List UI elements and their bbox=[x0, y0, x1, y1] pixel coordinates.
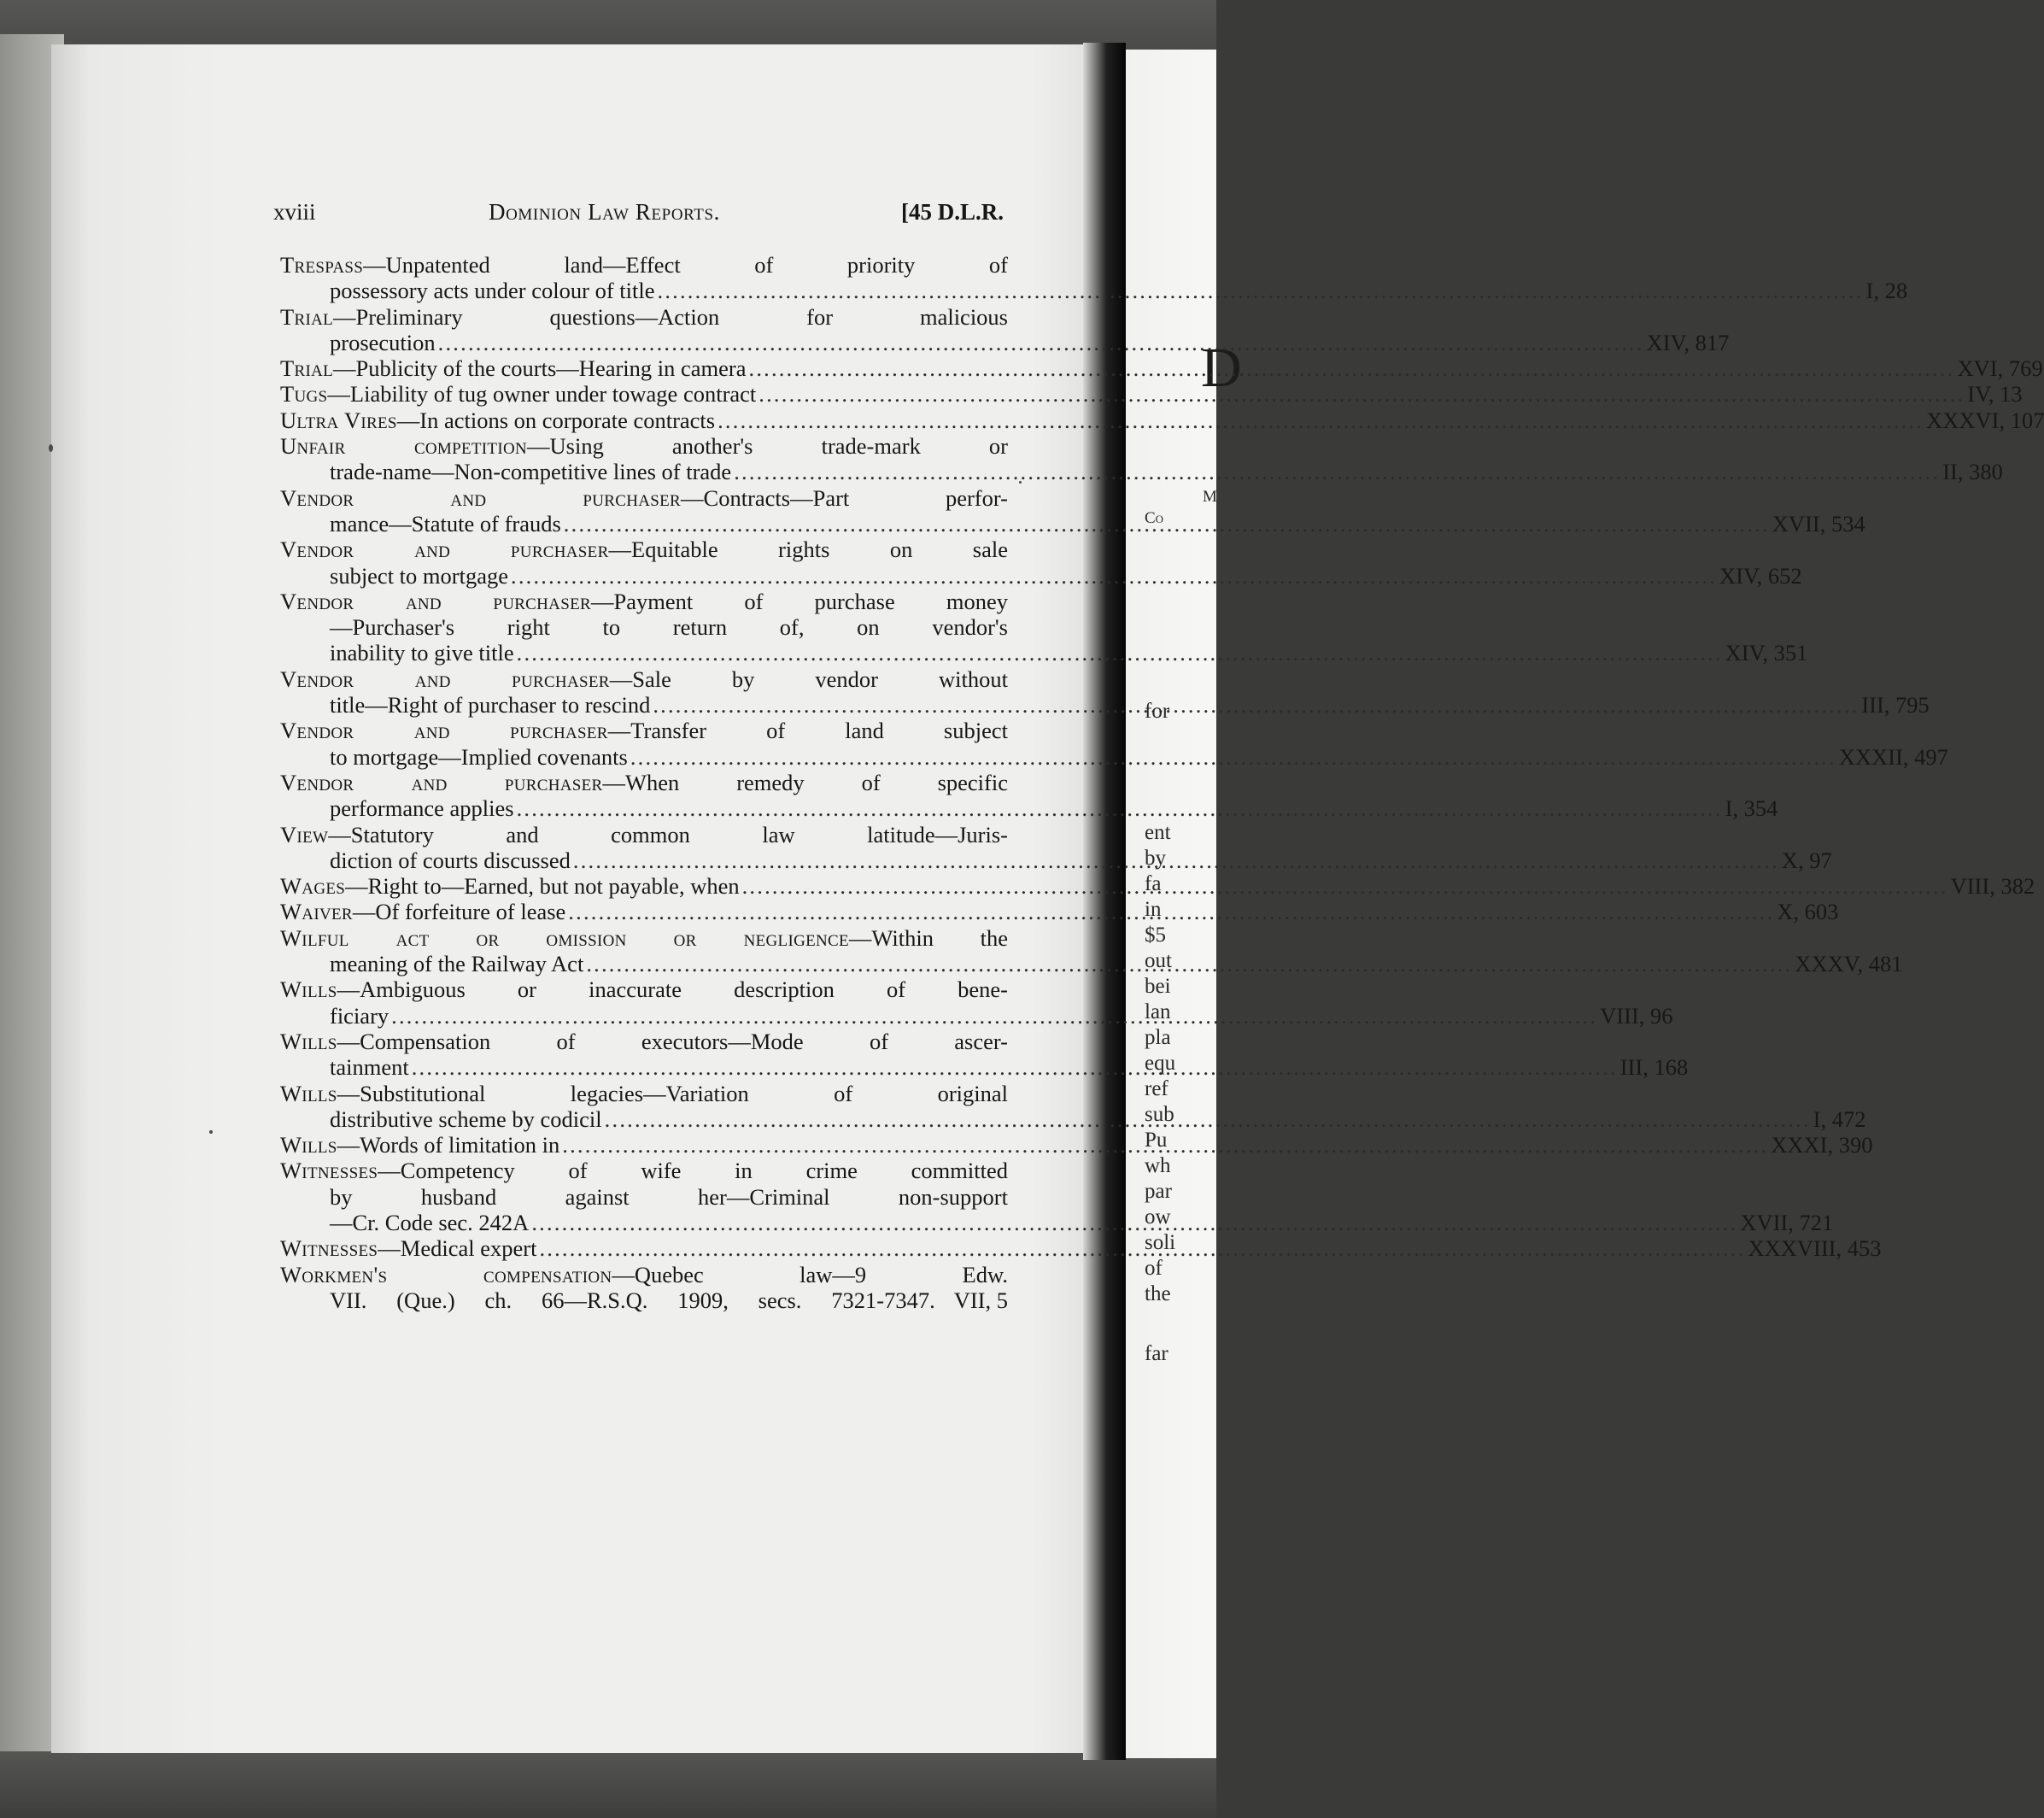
dot-leader bbox=[529, 1210, 1740, 1235]
facing-page-fragment: lan bbox=[1145, 1000, 1171, 1023]
dot-leader bbox=[571, 847, 1782, 873]
index-entry bbox=[280, 1262, 1008, 1314]
entry-text bbox=[330, 744, 628, 770]
facing-page-fragment: in bbox=[1145, 898, 1162, 921]
facing-page-fragment: ref bbox=[1145, 1077, 1168, 1100]
entry-phrase: —Right to—Earned, but not payable, when bbox=[345, 873, 740, 900]
entry-line bbox=[280, 589, 1008, 614]
entry-text bbox=[330, 1184, 1008, 1210]
entry-line bbox=[280, 278, 1908, 304]
entry-line bbox=[280, 459, 2003, 485]
entry-line bbox=[280, 381, 2023, 408]
volume-page-reference: XIV, 817 bbox=[1646, 329, 1730, 355]
entry-line bbox=[280, 795, 1778, 822]
entry-text bbox=[280, 899, 565, 924]
dot-leader bbox=[583, 951, 1795, 976]
entry-heading: Trial bbox=[280, 303, 334, 330]
volume-page-reference: X, 97 bbox=[1781, 847, 1832, 873]
entry-text bbox=[280, 408, 715, 433]
entry-line bbox=[280, 925, 1008, 951]
entry-phrase: —Transfer of land subject bbox=[607, 718, 1008, 744]
volume-page-reference: I, 354 bbox=[1725, 795, 1778, 822]
entry-heading: Trial bbox=[280, 355, 334, 382]
entry-line bbox=[280, 976, 1008, 1002]
entry-phrase: performance applies bbox=[330, 795, 514, 822]
entry-heading: Vendor and purchaser bbox=[280, 588, 591, 614]
facing-page-fragment: $5 bbox=[1145, 924, 1166, 947]
entry-phrase: —Ambiguous or inaccurate description of bene- bbox=[337, 976, 1008, 1003]
entry-phrase: —Using another's trade-mark or bbox=[527, 433, 1009, 460]
volume-page-reference: VIII, 96 bbox=[1600, 1002, 1673, 1029]
entry-phrase: —Payment of purchase money bbox=[590, 588, 1008, 614]
dust-speck bbox=[209, 1130, 213, 1134]
entry-heading: Workmen's compensation bbox=[280, 1261, 612, 1287]
entry-phrase: —Publicity of the courts—Hearing in camera bbox=[333, 355, 747, 382]
index-entry bbox=[280, 588, 1808, 666]
volume-page-reference: XVI, 769 bbox=[1957, 355, 2043, 382]
dot-leader bbox=[740, 873, 1951, 899]
entry-heading: Tugs bbox=[280, 381, 328, 408]
entry-phrase: —Competency of wife in crime committed bbox=[378, 1158, 1008, 1184]
entry-line bbox=[280, 718, 1008, 743]
facing-page-fragment: fa bbox=[1145, 872, 1162, 895]
entry-heading: Vendor and purchaser bbox=[280, 537, 609, 563]
entry-text bbox=[280, 666, 1008, 692]
index-entry bbox=[280, 769, 1778, 822]
entry-text bbox=[330, 1106, 602, 1132]
index-entry bbox=[280, 433, 2003, 485]
dot-leader bbox=[536, 1235, 1748, 1261]
entry-text bbox=[330, 330, 436, 355]
facing-page-fragment: Co bbox=[1145, 509, 1164, 527]
index-entry bbox=[280, 484, 1865, 537]
entry-phrase: subject to mortgage bbox=[330, 562, 508, 589]
entry-heading: Vendor and purchaser bbox=[280, 769, 603, 795]
entry-text bbox=[280, 485, 1008, 511]
facing-page-fragment: for bbox=[1145, 700, 1170, 723]
facing-page-fragment: equ bbox=[1145, 1052, 1176, 1075]
entry-text bbox=[280, 770, 1008, 795]
dot-leader bbox=[409, 1054, 1620, 1080]
dot-leader bbox=[389, 1003, 1600, 1029]
entry-phrase: title—Right of purchaser to rescind bbox=[330, 692, 651, 718]
dot-leader bbox=[561, 511, 1772, 537]
facing-page-fragment: M bbox=[1203, 488, 1217, 506]
index-entry bbox=[280, 303, 1730, 356]
running-head bbox=[273, 199, 1004, 230]
entry-text bbox=[280, 873, 740, 899]
entry-heading: View bbox=[280, 821, 329, 847]
dot-leader bbox=[715, 408, 1926, 433]
dot-leader bbox=[514, 640, 1725, 666]
facing-page-fragment: pla bbox=[1145, 1026, 1171, 1049]
volume-page-reference: XXXVI, 107 bbox=[1926, 407, 2044, 433]
entry-line bbox=[280, 252, 1008, 278]
entry-heading: Waiver bbox=[280, 899, 353, 925]
entry-phrase: diction of courts discussed bbox=[330, 847, 571, 873]
dot-leader bbox=[559, 1132, 1771, 1158]
entry-text bbox=[280, 1158, 1008, 1183]
entry-line bbox=[280, 355, 2043, 382]
volume-page-reference: XVII, 721 bbox=[1740, 1209, 1834, 1235]
entry-text bbox=[330, 795, 514, 821]
entry-line bbox=[280, 562, 1802, 589]
entry-phrase: —Liability of tug owner under towage contract bbox=[327, 381, 757, 408]
dust-speck bbox=[1019, 481, 1022, 484]
entry-text bbox=[330, 692, 650, 718]
entry-text bbox=[280, 355, 747, 381]
entry-text bbox=[330, 1054, 409, 1080]
entry-line bbox=[280, 329, 1730, 355]
entry-phrase: distributive scheme by codicil bbox=[330, 1105, 602, 1132]
index-entry bbox=[280, 381, 2023, 408]
volume-page-reference: III, 168 bbox=[1619, 1054, 1689, 1081]
dot-leader bbox=[731, 459, 1942, 484]
facing-page-fragment: bei bbox=[1145, 975, 1171, 998]
entry-text bbox=[280, 252, 1008, 278]
entry-line bbox=[280, 537, 1008, 562]
volume-page-reference: I, 472 bbox=[1813, 1105, 1866, 1132]
facing-page-fragment: ow bbox=[1145, 1205, 1171, 1229]
entry-heading: Vendor and purchaser bbox=[280, 484, 682, 511]
entry-text bbox=[280, 1235, 536, 1261]
entry-phrase: —Unpatented land—Effect of priority of bbox=[363, 252, 1008, 278]
entry-text bbox=[280, 1029, 1008, 1054]
volume-page-reference: III, 795 bbox=[1861, 692, 1930, 718]
entry-text bbox=[330, 563, 508, 589]
entry-phrase: trade-name—Non-competitive lines of trade bbox=[330, 459, 732, 485]
facing-page-fragment: the bbox=[1145, 1282, 1171, 1305]
entry-phrase: —Purchaser's right to return of, on vendor's bbox=[330, 614, 1008, 641]
volume-page-reference: VIII, 382 bbox=[1950, 873, 2035, 900]
entry-line bbox=[280, 822, 1008, 847]
entry-phrase: ficiary bbox=[330, 1002, 389, 1029]
dot-leader bbox=[508, 563, 1719, 589]
entry-heading: Wilful act or omission or negligence bbox=[280, 924, 849, 951]
entry-text bbox=[330, 1287, 935, 1313]
entry-phrase: —Statutory and common law latitude—Juris- bbox=[328, 821, 1008, 847]
index-entry bbox=[280, 407, 2044, 433]
index-entry bbox=[280, 718, 1948, 770]
entry-text bbox=[330, 459, 731, 484]
entry-heading: Wills bbox=[280, 976, 337, 1003]
entry-phrase: tainment bbox=[330, 1054, 409, 1081]
dot-leader bbox=[565, 899, 1777, 924]
entry-text bbox=[280, 718, 1008, 743]
entry-line bbox=[280, 1029, 1008, 1054]
dot-leader bbox=[650, 692, 1861, 718]
entry-line bbox=[280, 1287, 1008, 1313]
entry-text bbox=[330, 1003, 389, 1029]
volume-page-reference: II, 380 bbox=[1942, 459, 2003, 485]
entry-line bbox=[280, 304, 1008, 330]
entry-text bbox=[280, 381, 756, 407]
entry-phrase: —Compensation of executors—Mode of ascer- bbox=[337, 1028, 1008, 1054]
facing-page-fragment: sub bbox=[1145, 1103, 1174, 1126]
scanner-background-top bbox=[0, 0, 1216, 51]
entry-phrase: prosecution bbox=[330, 329, 436, 355]
dot-leader bbox=[628, 744, 1839, 770]
entry-text bbox=[280, 537, 1008, 562]
facing-page-initial: D bbox=[1201, 337, 1242, 399]
volume-page-reference: XXXV, 481 bbox=[1795, 951, 1903, 977]
entry-line bbox=[280, 770, 1008, 795]
entry-text bbox=[280, 304, 1008, 330]
entry-phrase: —Medical expert bbox=[378, 1235, 537, 1262]
entry-text bbox=[330, 278, 655, 303]
entry-phrase: —In actions on corporate contracts bbox=[396, 407, 716, 433]
entry-phrase: —Within the bbox=[848, 924, 1008, 951]
entry-heading: Wills bbox=[280, 1028, 337, 1054]
entry-text bbox=[280, 976, 1008, 1002]
entry-text bbox=[280, 589, 1008, 614]
entry-heading: Ultra Vires bbox=[280, 407, 397, 433]
dot-leader bbox=[436, 330, 1647, 355]
entry-phrase: —Preliminary questions—Action for malicious bbox=[333, 303, 1008, 330]
entry-phrase: inability to give title bbox=[330, 640, 514, 666]
index-entry bbox=[280, 537, 1802, 589]
entry-line bbox=[280, 433, 1008, 459]
entry-text bbox=[330, 640, 514, 666]
entry-text bbox=[280, 1262, 1008, 1287]
index-entry bbox=[280, 252, 1908, 304]
volume-page-reference: X, 603 bbox=[1777, 899, 1839, 925]
entry-heading: Unfair competition bbox=[280, 433, 528, 460]
entry-phrase: mance—Statute of frauds bbox=[330, 510, 561, 537]
facing-page-fragment: ent bbox=[1145, 821, 1171, 844]
entry-heading: Wills bbox=[280, 1080, 337, 1106]
facing-page-fragment: out bbox=[1145, 949, 1172, 972]
volume-page-reference: I, 28 bbox=[1865, 278, 1908, 304]
entry-line bbox=[280, 743, 1948, 770]
dot-leader bbox=[747, 355, 1958, 381]
entry-text bbox=[280, 925, 1008, 951]
volume-page-reference: XXXI, 390 bbox=[1771, 1132, 1873, 1158]
entry-heading: Wages bbox=[280, 873, 346, 900]
entry-line bbox=[280, 1262, 1008, 1287]
entry-text bbox=[280, 1081, 1008, 1106]
running-title: Dominion Law Reports. bbox=[489, 199, 721, 225]
entry-heading: Trespass bbox=[280, 252, 364, 278]
dot-leader bbox=[756, 381, 1967, 407]
entry-phrase: —Of forfeiture of lease bbox=[352, 899, 566, 925]
entry-phrase: meaning of the Railway Act bbox=[330, 951, 584, 977]
entry-text bbox=[330, 951, 583, 976]
entry-text bbox=[330, 614, 1008, 640]
entry-phrase: VII. (Que.) ch. 66—R.S.Q. 1909, secs. 7321-7347. bbox=[330, 1287, 935, 1313]
volume-page-reference: XXXVIII, 453 bbox=[1748, 1235, 1882, 1262]
entry-phrase: —Quebec law—9 Edw. bbox=[612, 1261, 1009, 1287]
entry-phrase: —Equitable rights on sale bbox=[608, 537, 1008, 563]
dot-leader bbox=[514, 795, 1725, 821]
entry-phrase: possessory acts under colour of title bbox=[330, 278, 655, 304]
entry-heading: Wills bbox=[280, 1132, 337, 1158]
entry-line bbox=[280, 407, 2044, 433]
volume-page-reference: VII, 5 bbox=[953, 1287, 1008, 1313]
entry-heading: Witnesses bbox=[280, 1158, 378, 1184]
entry-line bbox=[280, 666, 1008, 692]
index-entry bbox=[280, 355, 2043, 382]
entry-text bbox=[280, 822, 1008, 847]
entry-phrase: —Substitutional legacies—Variation of original bbox=[337, 1080, 1008, 1106]
entry-line bbox=[280, 485, 1008, 511]
entry-text bbox=[280, 433, 1008, 459]
entry-text bbox=[330, 847, 571, 873]
volume-page-reference: XVII, 534 bbox=[1772, 510, 1865, 537]
page-number: xviii bbox=[273, 199, 316, 225]
volume-label: [45 D.L.R. bbox=[901, 199, 1004, 225]
entry-phrase: by husband against her—Criminal non-support bbox=[330, 1183, 1008, 1210]
entry-line bbox=[280, 614, 1008, 640]
entry-text bbox=[330, 1210, 529, 1235]
facing-page-fragment: Pu bbox=[1145, 1129, 1168, 1152]
dot-leader bbox=[655, 278, 1866, 303]
entry-phrase: —Words of limitation in bbox=[337, 1132, 560, 1158]
entry-heading: Witnesses bbox=[280, 1235, 378, 1262]
entry-phrase: —Cr. Code sec. 242A bbox=[330, 1209, 530, 1235]
facing-page-fragment: far bbox=[1145, 1342, 1168, 1365]
dot-leader bbox=[602, 1106, 1813, 1132]
volume-page-reference: XXXII, 497 bbox=[1838, 743, 1948, 770]
entry-phrase: —When remedy of specific bbox=[602, 769, 1008, 795]
facing-page-fragment: of bbox=[1145, 1257, 1163, 1280]
entry-phrase: to mortgage—Implied covenants bbox=[330, 743, 628, 770]
entry-line bbox=[280, 1158, 1008, 1183]
volume-page-reference: XIV, 351 bbox=[1725, 640, 1808, 666]
dust-speck bbox=[49, 444, 53, 452]
entry-line bbox=[280, 640, 1808, 666]
facing-page-fragment: wh bbox=[1145, 1154, 1171, 1177]
entry-text bbox=[330, 511, 561, 537]
entry-heading: Vendor and purchaser bbox=[280, 666, 610, 692]
entry-phrase: —Sale by vendor without bbox=[609, 666, 1009, 692]
volume-page-reference: IV, 13 bbox=[1967, 381, 2023, 408]
entry-heading: Vendor and purchaser bbox=[280, 718, 608, 744]
facing-page-fragment: by bbox=[1145, 847, 1166, 870]
facing-page-fragment: par bbox=[1145, 1180, 1172, 1203]
volume-page-reference: XIV, 652 bbox=[1719, 562, 1802, 589]
entry-line bbox=[280, 1184, 1008, 1210]
entry-line bbox=[280, 1081, 1008, 1106]
entry-text bbox=[280, 1132, 559, 1158]
facing-page-fragment: soli bbox=[1145, 1231, 1176, 1254]
entry-phrase: —Contracts—Part perfor- bbox=[681, 484, 1008, 511]
